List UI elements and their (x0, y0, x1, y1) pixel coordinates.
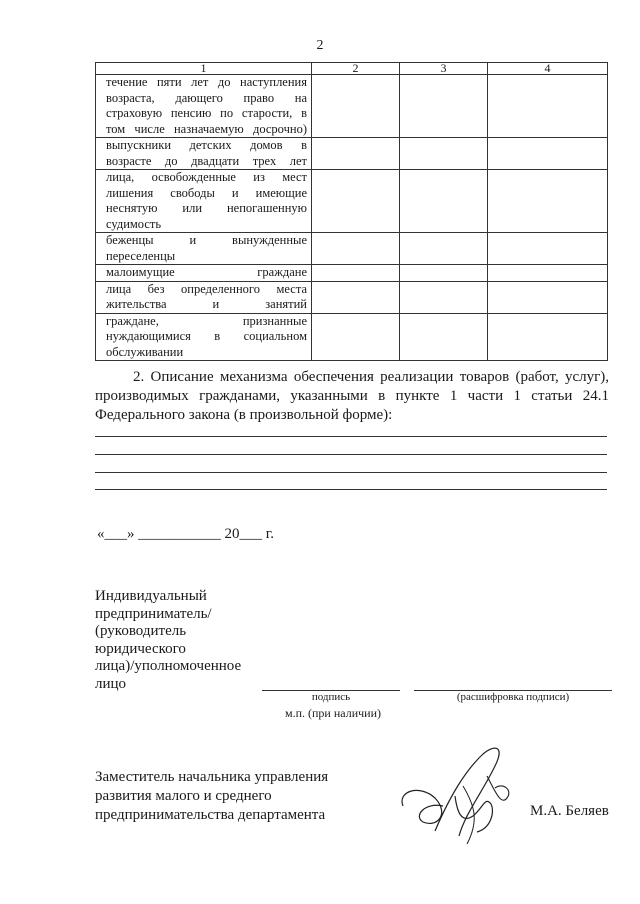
description-line: беженцы и вынужденные (106, 233, 307, 247)
stamp-caption: м.п. (при наличии) (285, 706, 381, 720)
table-row-description (96, 281, 312, 313)
beneficiary-table (95, 62, 608, 361)
table-cell-empty (312, 75, 400, 138)
description-line: нуждающимися в социальном (106, 329, 307, 343)
table-cell-empty (400, 170, 488, 233)
handwritten-signature (395, 736, 525, 851)
table-cell-empty (488, 75, 608, 138)
entrepreneur-line: (руководитель (95, 623, 187, 639)
table-cell-empty (488, 233, 608, 265)
table-cell-empty (488, 313, 608, 361)
description-line: страховую пенсию по старости, в (106, 106, 307, 120)
fill-in-line (95, 472, 607, 473)
table-row (96, 281, 608, 313)
table-cell-empty (400, 233, 488, 265)
table-row-description (96, 75, 312, 138)
table-row-description (96, 265, 312, 282)
position-line: развития малого и среднего (95, 788, 272, 804)
table-cell-empty (488, 138, 608, 170)
entrepreneur-line: лица)/уполномоченное (95, 658, 242, 674)
table-header-cell: 4 (488, 63, 608, 75)
table-header-row (96, 63, 608, 75)
table-row (96, 138, 608, 170)
table-cell-empty (400, 138, 488, 170)
entrepreneur-line: Индивидуальный (95, 588, 207, 604)
table-cell-empty (312, 265, 400, 282)
description-line: том числе назначаемую досрочно) (106, 121, 307, 136)
table-cell-empty (312, 170, 400, 233)
table-cell-empty (312, 233, 400, 265)
description-line: граждане, признанные (106, 313, 307, 328)
signer-name: М.А. Беляев (530, 803, 609, 819)
table-header-cell: 2 (312, 63, 400, 75)
section-2-text: 2. Описание механизма обеспечения реализации товаров (работ, услуг), производимых гражданами, указанными в пункте 1 части 1 статьи 24.1 Федерального закона (в произвольной форме): (95, 369, 609, 423)
table-row (96, 170, 608, 233)
fill-in-line (95, 489, 607, 490)
table-cell-empty (488, 170, 608, 233)
table-cell-empty (400, 281, 488, 313)
table-row-description (96, 170, 312, 233)
description-line: возрасте до двадцати трех лет (106, 153, 307, 168)
page-number: 2 (316, 38, 324, 53)
table-row (96, 313, 608, 361)
table-cell-empty (312, 281, 400, 313)
fill-in-line (95, 436, 607, 437)
position-line: предпринимательства департамента (95, 807, 326, 823)
description-line: обслуживании (106, 344, 184, 359)
deputy-position (95, 768, 355, 825)
table-cell-empty (488, 281, 608, 313)
description-line: судимость (106, 216, 162, 231)
table-row (96, 75, 608, 138)
description-line: жительства и занятий (106, 297, 307, 311)
table-cell-empty (400, 75, 488, 138)
table-cell-empty (400, 313, 488, 361)
entrepreneur-line: предприниматель/ (95, 605, 212, 622)
description-line: возраста, дающего право на (106, 90, 307, 105)
description-line: неснятую или непогашенную (106, 201, 307, 215)
table-cell-empty (312, 313, 400, 361)
table-header-cell: 3 (400, 63, 488, 75)
date-line: «___» ___________ 20___ г. (97, 526, 274, 542)
table-row-description (96, 233, 312, 265)
table-row-description (96, 313, 312, 361)
table-cell-empty (312, 138, 400, 170)
description-line: лица без определенного места (106, 281, 307, 296)
table-header-cell: 1 (96, 63, 312, 75)
table-row-description (96, 138, 312, 170)
description-line: лишения свободы и имеющие (106, 185, 307, 200)
signature-caption: подпись (311, 691, 351, 703)
table-row (96, 265, 608, 282)
table-cell-empty (400, 265, 488, 282)
section-2-description (95, 368, 609, 425)
entrepreneur-line: юридического (95, 640, 186, 657)
position-line: Заместитель начальника управления (95, 769, 329, 785)
description-line: лица, освобожденные из мест (106, 170, 307, 184)
entrepreneur-line: лицо (95, 675, 127, 692)
decoding-caption: (расшифровка подписи) (456, 691, 570, 703)
entrepreneur-block (95, 588, 255, 693)
description-line: выпускники детских домов в (106, 138, 307, 152)
table-row (96, 233, 608, 265)
description-line: малоимущие граждане (106, 265, 307, 279)
description-line: течение пяти лет до наступления (106, 75, 307, 89)
description-line: переселенцы (106, 248, 176, 263)
table-cell-empty (488, 265, 608, 282)
fill-in-line (95, 454, 607, 455)
